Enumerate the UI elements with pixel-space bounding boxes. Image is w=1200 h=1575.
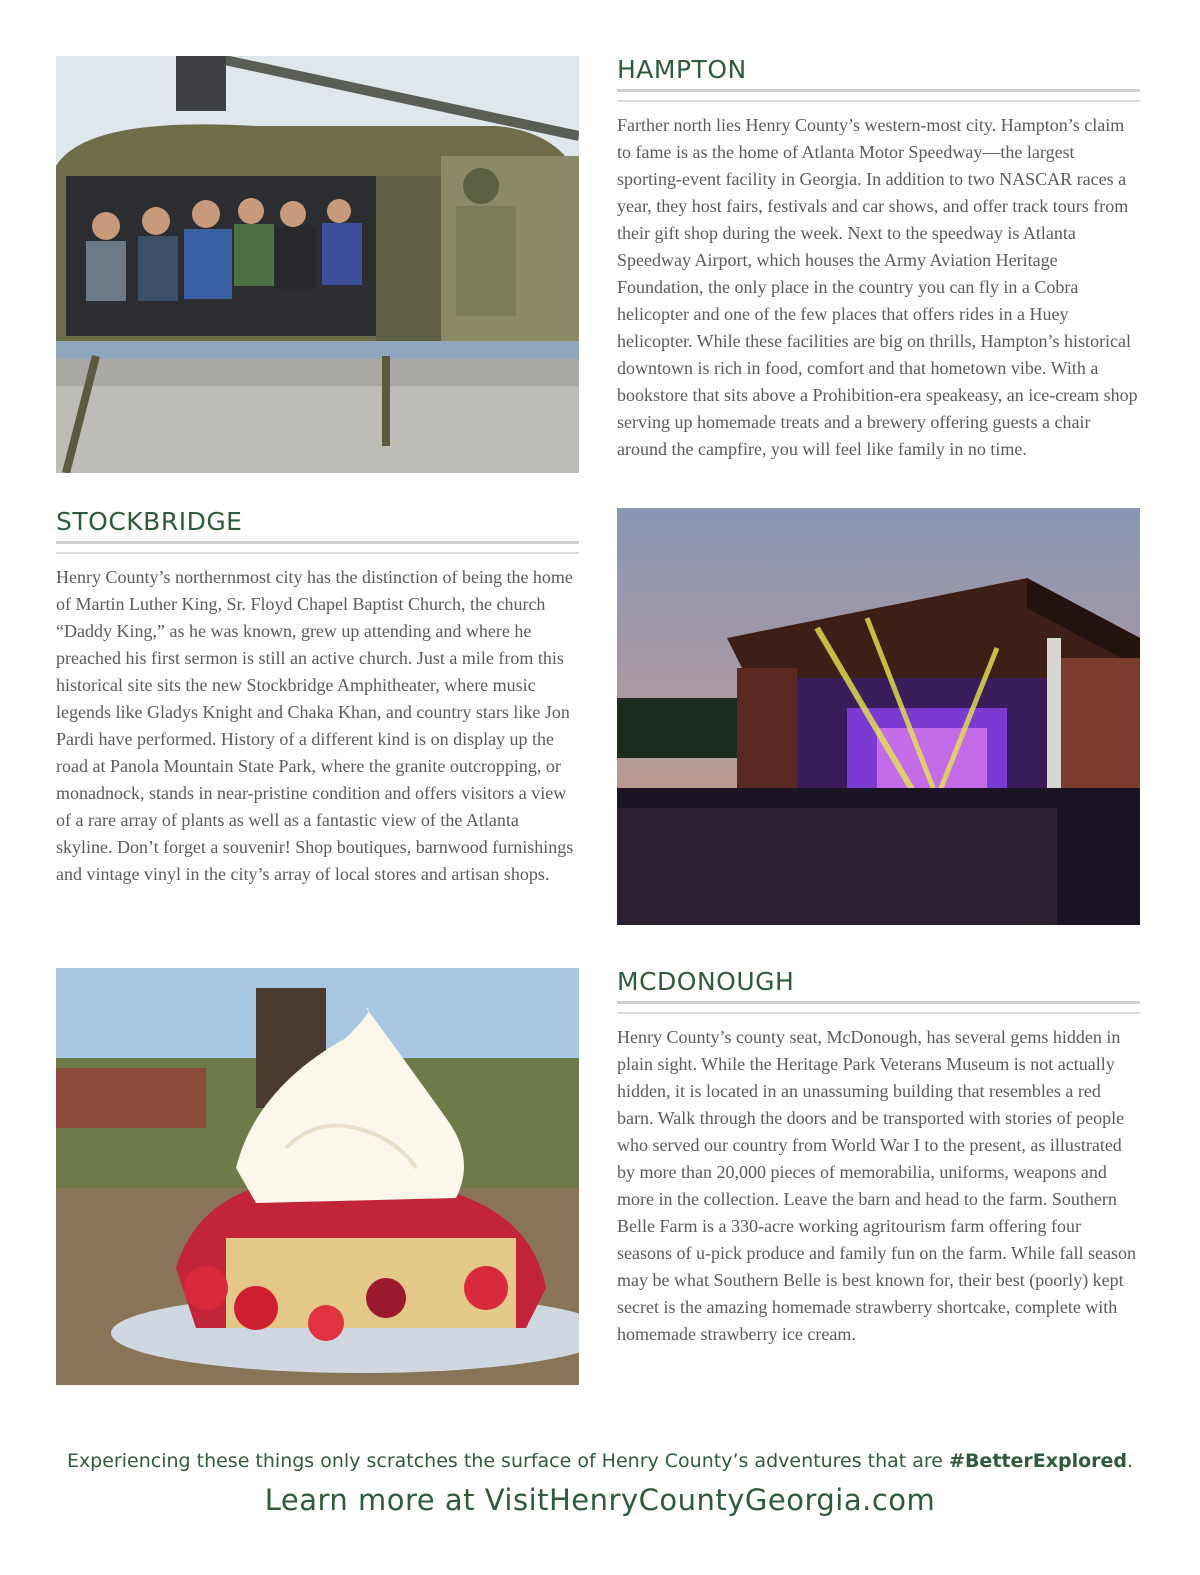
footer-tagline-text: Experiencing these things only scratches the surface of Henry County’s adventures that are	[66, 1450, 950, 1472]
mcdonough-section	[617, 967, 1140, 1348]
stockbridge-heading: STOCKBRIDGE	[56, 507, 243, 536]
stockbridge-section	[56, 507, 579, 888]
footer-tagline	[0, 1450, 1200, 1472]
hampton-section	[617, 55, 1140, 463]
shortcake-photo	[56, 968, 579, 1385]
hampton-rule	[617, 89, 1140, 102]
mcdonough-rule	[617, 1001, 1140, 1014]
better-explored-hashtag: #BetterExplored	[949, 1450, 1127, 1472]
amphitheater-photo	[617, 508, 1140, 925]
helicopter-photo	[56, 56, 579, 473]
hampton-body: Farther north lies Henry County’s western-most city. Hampton’s claim to fame is as the home of Atlanta Motor Speedway—the largest sporting-event facility in Georgia. In addition to two NASCAR races a year, they host fairs, festivals and car shows, and offer track tours from their gift shop during the week. Next to the speedway is Atlanta Speedway Airport, which houses the Army Aviation Heritage Foundation, the only place in the country you can fly in a Cobra helicopter and one of the few places that offers rides in a Huey helicopter. While these facilities are big on thrills, Hampton’s historical downtown is rich in food, comfort and that hometown vibe. With a bookstore that sits above a Prohibition-era speakeasy, an ice-cream shop serving up homemade treats and a brewery offering guests a chair around the campfire, you will feel like family in no time.	[617, 115, 1138, 459]
mcdonough-heading: MCDONOUGH	[617, 967, 795, 996]
mcdonough-body: Henry County’s county seat, McDonough, has several gems hidden in plain sight. While the Heritage Park Veterans Museum is not actually hidden, it is located in an unassuming building that resembles a red barn. Walk through the doors and be transported with stories of people who served our country from World War I to the present, as illustrated by more than 20,000 pieces of memorabilia, uniforms, weapons and more in the collection. Leave the barn and head to the farm. Southern Belle Farm is a 330-acre working agritourism farm offering four seasons of u-pick produce and family fun on the farm. While fall season may be what Southern Belle is best known for, their best (poorly) kept secret is the amazing homemade strawberry shortcake, complete with homemade strawberry ice cream.	[617, 1027, 1137, 1344]
footer-website-cta: Learn more at VisitHenryCountyGeorgia.com	[264, 1483, 936, 1517]
stockbridge-body: Henry County’s northernmost city has the distinction of being the home of Martin Luther King, Sr. Floyd Chapel Baptist Church, the church “Daddy King,” as he was known, grew up attending and where he preached his first sermon is still an active church. Just a mile from this historical site sits the new Stockbridge Amphitheater, where music legends like Gladys Knight and Chaka Khan, and country stars like Jon Pardi have performed. History of a different kind is on display up the road at Panola Mountain State Park, where the granite outcropping, or monadnock, stands in near-pristine condition and offers visitors a view of a rare array of plants as well as a fantastic view of the Atlanta skyline. Don’t forget a souvenir! Shop boutiques, barnwood furnishings and vintage vinyl in the city’s array of local stores and artisan shops.	[56, 567, 574, 884]
hampton-heading: HAMPTON	[617, 55, 747, 84]
stockbridge-rule	[56, 541, 579, 554]
footer-tagline-period: .	[1127, 1450, 1134, 1472]
